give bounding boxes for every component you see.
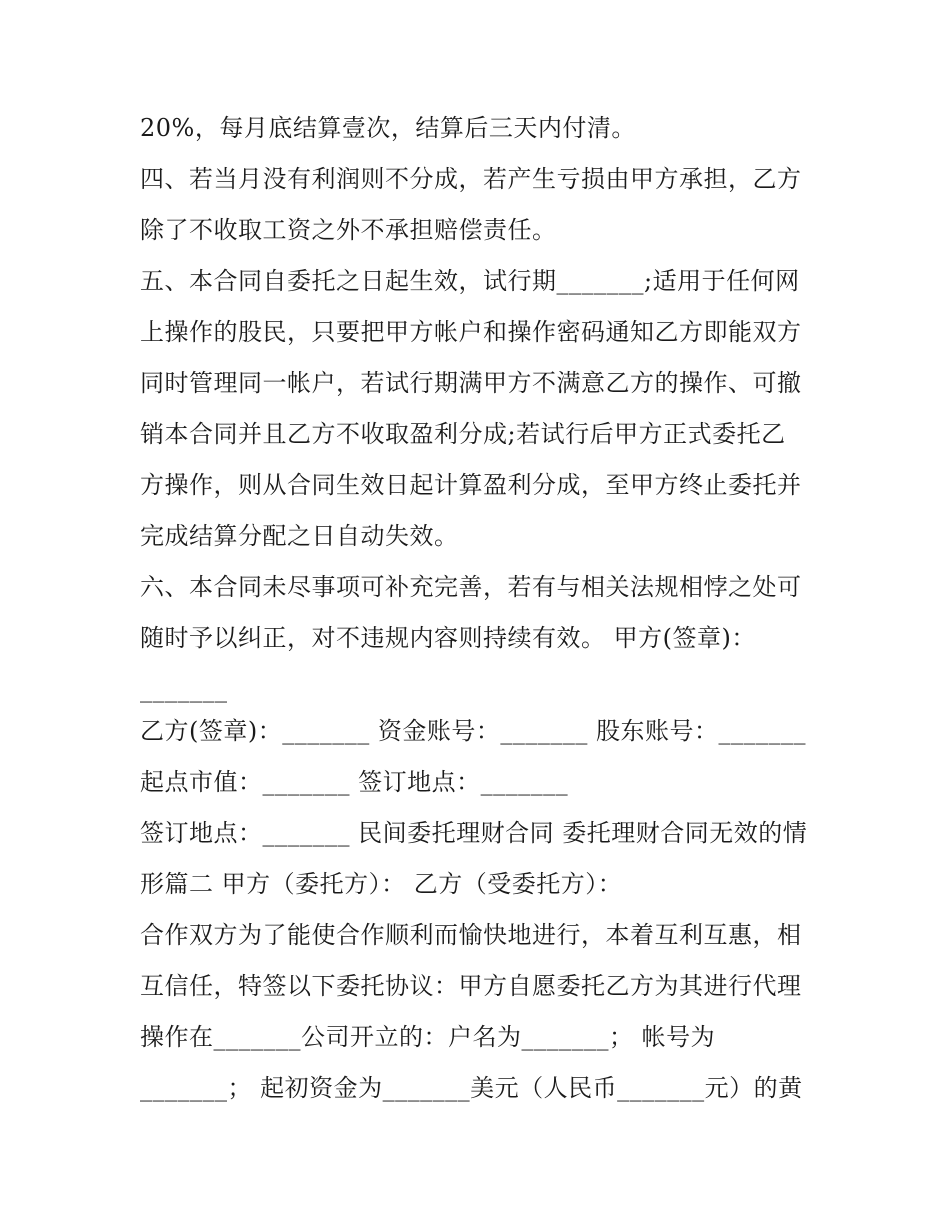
text-line: 起点市值：_______ 签订地点：_______ [140,768,569,796]
text-line: 四、若当月没有利润则不分成，若产生亏损由甲方承担，乙方 [140,165,802,193]
text-line: 五、本合同自委托之日起生效，试行期_______;适用于任何网 [140,267,800,295]
signature-blank: _______ [140,675,228,703]
text-line: 乙方(签章)：_______ 资金账号：_______ 股东账号：_______ [140,717,806,745]
text-line: 销本合同并且乙方不收取盈利分成;若试行后甲方正式委托乙 [140,420,786,448]
text-line: 20%，每月底结算壹次，结算后三天内付清。 [140,114,636,142]
text-line: _______； 起初资金为_______美元（人民币_______元）的黄 [140,1074,803,1102]
text-line: 形篇二 甲方（委托方）： 乙方（受委托方）： [140,870,623,898]
text-line: 六、本合同未尽事项可补充完善，若有与相关法规相悖之处可 [140,573,802,601]
text-line: 方操作，则从合同生效日起计算盈利分成，至甲方终止委托并 [140,471,802,499]
text-line: 完成结算分配之日自动失效。 [140,522,459,550]
text-line: 上操作的股民，只要把甲方帐户和操作密码通知乙方即能双方 [140,318,802,346]
text-line: 签订地点：_______ 民间委托理财合同 委托理财合同无效的情 [140,819,808,847]
text-line: 同时管理同一帐户，若试行期满甲方不满意乙方的操作、可撤 [140,369,802,397]
text-line: 除了不收取工资之外不承担赔偿责任。 [140,216,557,244]
text-line: 随时予以纠正，对不违规内容则持续有效。 甲方(签章)： [140,624,756,652]
text-line: 互信任，特签以下委托协议：甲方自愿委托乙方为其进行代理 [140,972,802,1000]
text-line: 操作在_______公司开立的：户名为_______； 帐号为 [140,1023,716,1051]
text-line: 合作双方为了能使合作顺利而愉快地进行，本着互利互惠，相 [140,921,802,949]
